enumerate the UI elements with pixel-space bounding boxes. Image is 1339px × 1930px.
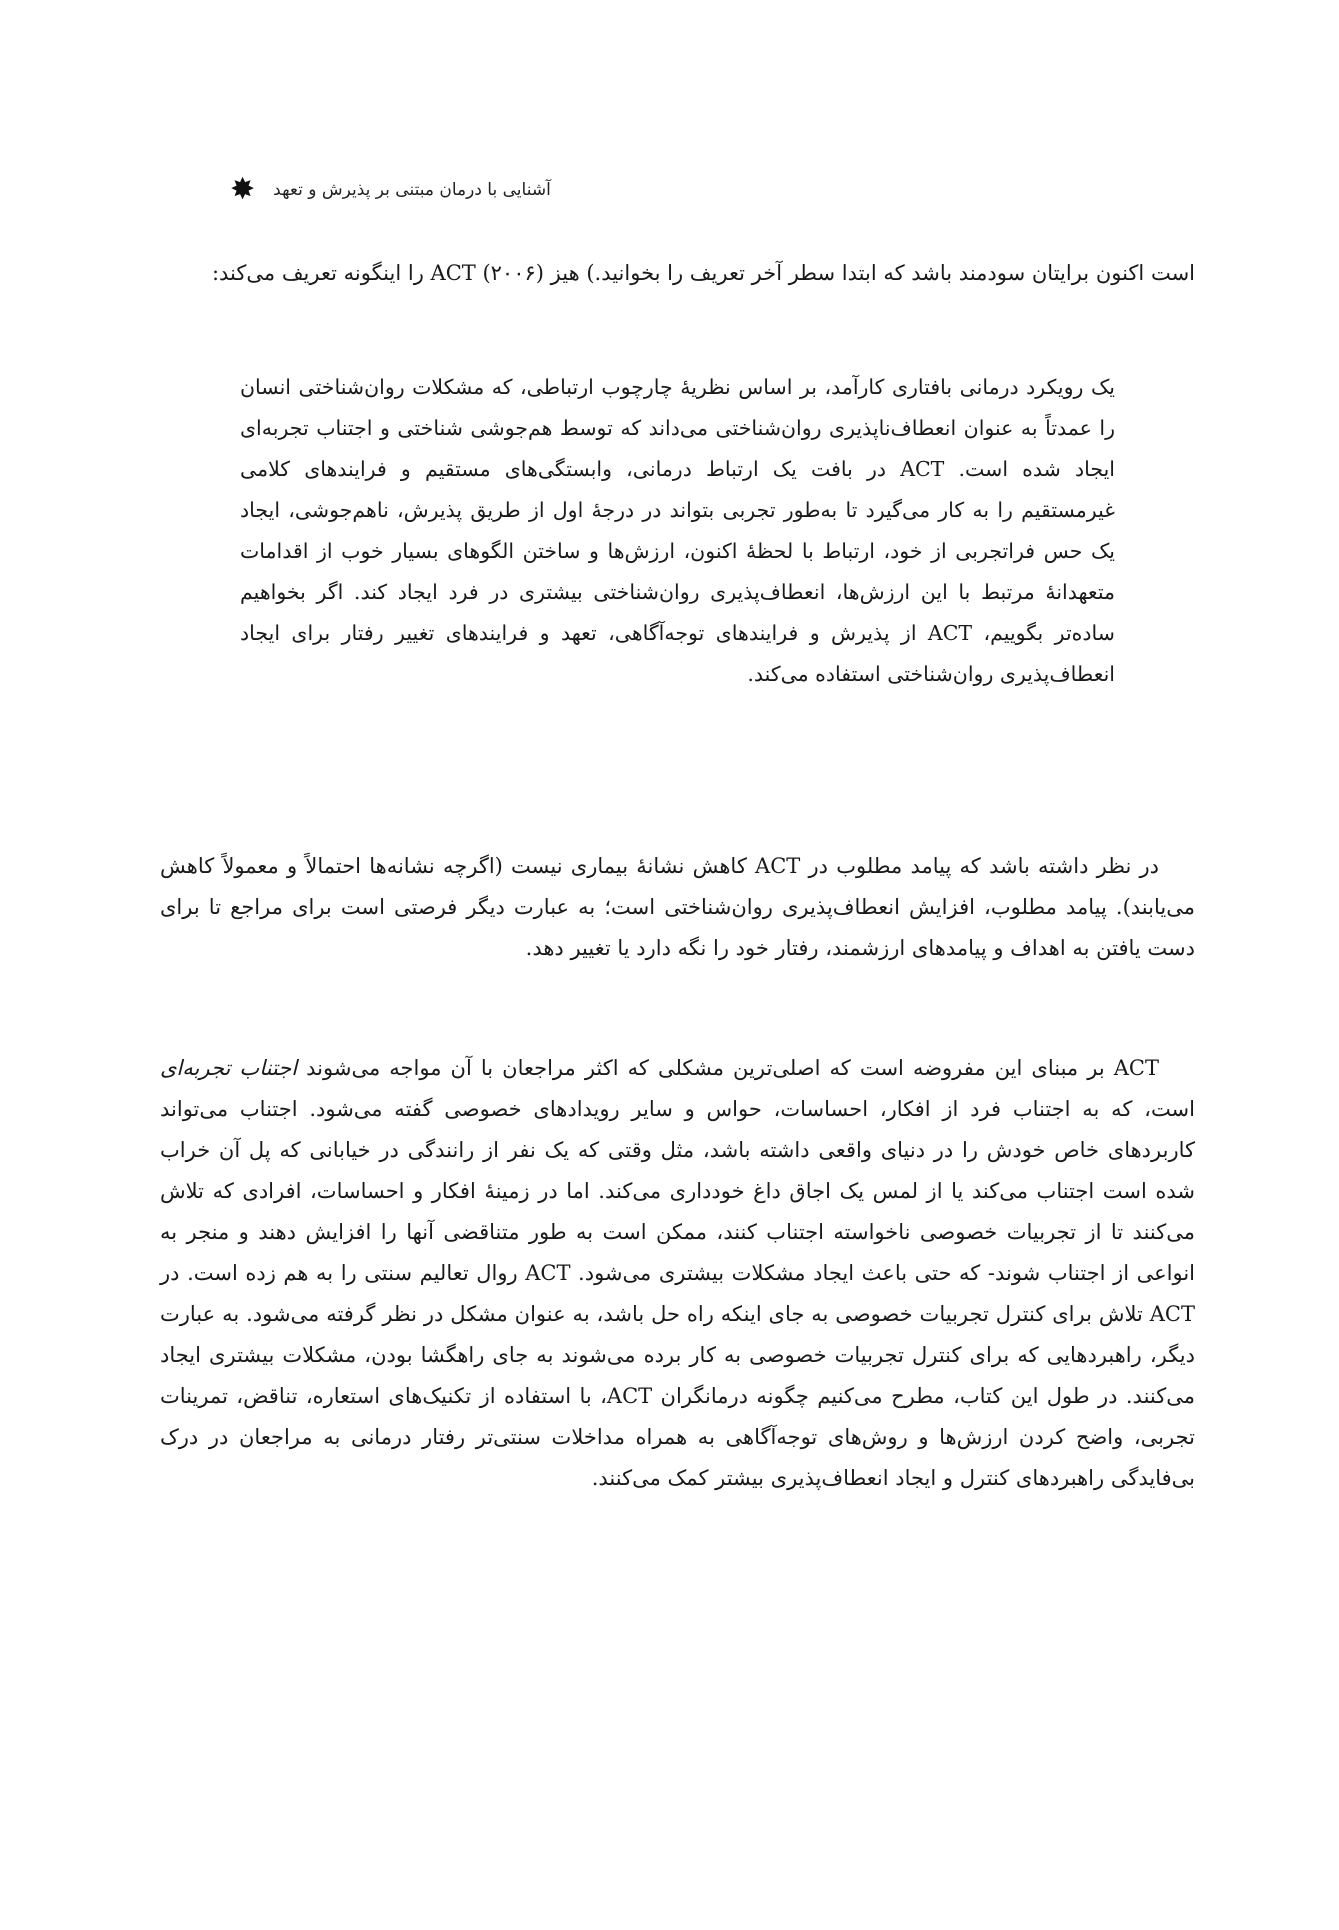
definition-quote [240, 367, 1115, 695]
experiential-avoidance-term: اجتناب تجربه‌ای [160, 1056, 298, 1080]
paragraph-2-text: در نظر داشته باشد که پیامد مطلوب در ACT کاهش نشانهٔ بیماری نیست (اگرچه نشانه‌ها احتمالاً و معمولاً کاهش می‌یابند). پیامد مطلوب، افزایش انعطاف‌پذیری روان‌شناختی است؛ به عبارت دیگر فرصتی است برای مراجع تا برای دست یافتن به اهداف و پیامدهای ارزشمند، رفتار خود را نگه دارد یا تغییر دهد. [160, 854, 1195, 960]
star-ornament-icon: ✸ [230, 172, 256, 207]
intro-paragraph [160, 253, 1195, 294]
intro-text: است اکنون برایتان سودمند باشد که ابتدا سطر آخر تعریف را بخوانید.) هیز (۲۰۰۶) ACT را اینگونه تعریف می‌کند: [211, 261, 1195, 285]
paragraph-3-rest: است، که به اجتناب فرد از افکار، احساسات، حواس و سایر رویدادهای خصوصی گفته می‌شود. اجتناب می‌تواند کاربردهای خاص خودش را در دنیای واقعی داشته باشد، مثل وقتی که یک نفر از رانندگی در خیابانی که پل آن خراب شده است اجتناب می‌کند یا از لمس یک اجاق داغ خودداری می‌کند. اما در زمینهٔ افکار و احساسات، افرادی که تلاش می‌کنند تا از تجربیات خصوصی ناخواسته اجتناب کنند، ممکن است به طور متناقضی آنها را افزایش دهند و منجر به انواعی از اجتناب شوند- که حتی باعث ایجاد مشکلات بیشتری می‌شود. ACT روال تعالیم سنتی را به هم زده است. در ACT تلاش برای کنترل تجربیات خصوصی به جای اینکه راه حل باشد، به عنوان مشکل در نظر گرفته می‌شود. به عبارت دیگر، راهبردهایی که برای کنترل تجربیات خصوصی به کار برده می‌شوند به جای راهگشا بودن، مشکلات بیشتری ایجاد می‌کنند. در طول این کتاب، مطرح می‌کنیم چگونه درمانگران ACT، با استفاده از تکنیک‌های استعاره، تناقض، تمرینات تجربی، واضح کردن ارزش‌ها و روش‌های توجه‌آگاهی به همراه مداخلات سنتی‌تر رفتار درمانی به مراجعان در درک بی‌فایدگی راهبردهای کنترل و ایجاد انعطاف‌پذیری بیشتر کمک می‌کنند. [160, 1097, 1196, 1490]
running-header-title: آشنایی با درمان مبتنی بر پذیرش و تعهد [273, 180, 551, 200]
paragraph-3-start: ACT بر مبنای این مفروضه است که اصلی‌ترین مشکلی که اکثر مراجعان با آن مواجه می‌شوند [297, 1056, 1159, 1080]
paragraph-outcome [160, 846, 1195, 969]
running-header [230, 172, 650, 208]
paragraph-avoidance [160, 1048, 1195, 1499]
paragraph-3-text [160, 1048, 1195, 1499]
quote-text: یک رویکرد درمانی بافتاری کارآمد، بر اساس نظریهٔ چارچوب ارتباطی، که مشکلات روان‌شناختی انسان را عمدتاً به عنوان انعطاف‌ناپذیری روان‌شناختی می‌داند که توسط هم‌جوشی شناختی و اجتناب تجربه‌ای ایجاد شده است. ACT در بافت یک ارتباط درمانی، وابستگی‌های مستقیم و فرایندهای کلامی غیرمستقیم را به کار می‌گیرد تا به‌طور تجربی بتواند در درجهٔ اول از طریق پذیرش، ناهم‌جوشی، ایجاد یک حس فراتجربی از خود، ارتباط با لحظهٔ اکنون، ارزش‌ها و ساختن الگوهای بسیار خوب از اقدامات متعهدانهٔ مرتبط با این ارزش‌ها، انعطاف‌پذیری روان‌شناختی بیشتری در فرد ایجاد کند. اگر بخواهیم ساده‌تر بگوییم، ACT از پذیرش و فرایندهای توجه‌آگاهی، تعهد و فرایندهای تغییر رفتار برای ایجاد انعطاف‌پذیری روان‌شناختی استفاده می‌کند. [240, 375, 1115, 686]
